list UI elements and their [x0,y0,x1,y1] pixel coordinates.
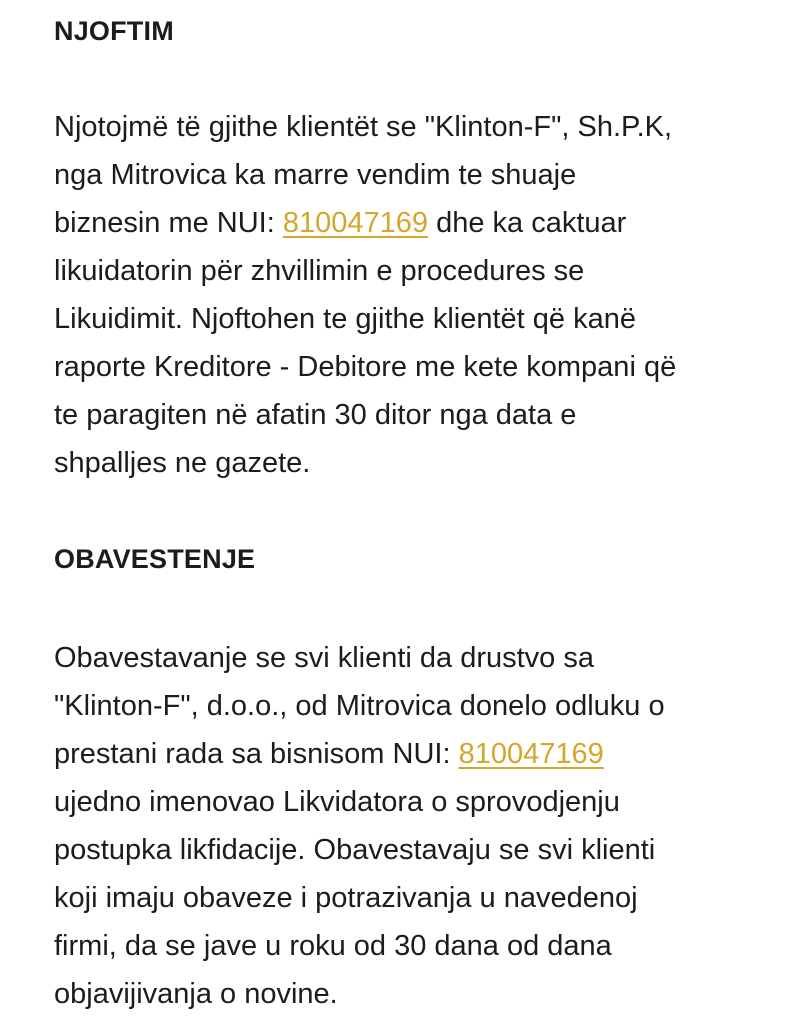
albanian-line-6: raporte Kreditore - Debitore me kete kompani që [54,351,677,383]
albanian-line-5: Likuidimit. Njoftohen te gjithe klientët që kanë [54,303,636,335]
serbian-line-2: "Klinton-F", d.o.o., od Mitrovica donelo odluku o [54,690,665,722]
serbian-nui-link[interactable]: 810047169 [458,738,604,770]
albanian-line-1: Njotojmë të gjithe klientët se "Klinton-F", Sh.P.K, [54,111,673,143]
serbian-line-8: objavijivanja o novine. [54,978,338,1010]
serbian-line-1: Obavestavanje se svi klienti da drustvo sa [54,642,594,674]
serbian-notice-heading: OBAVESTENJE [54,544,256,574]
albanian-line-3-end: dhe ka caktuar [428,207,627,239]
albanian-notice-body [54,103,774,487]
albanian-line-7: te paragiten në afatin 30 ditor nga data e [54,399,577,431]
albanian-line-3 [54,199,774,247]
serbian-notice-body [54,634,774,1018]
serbian-line-6: koji imaju obaveze i potrazivanja u navedenoj [54,882,638,914]
albanian-line-2: nga Mitrovica ka marre vendim te shuaje [54,159,577,191]
serbian-line-5: postupka likfidacije. Obavestavaju se svi klienti [54,834,656,866]
serbian-line-4: ujedno imenovao Likvidatora o sprovodjenju [54,786,620,818]
albanian-notice-heading: NJOFTIM [54,16,174,46]
serbian-line-3 [54,730,774,778]
albanian-nui-link[interactable]: 810047169 [282,207,429,239]
albanian-line-8: shpalljes ne gazete. [54,447,311,479]
albanian-line-4: likuidatorin për zhvillimin e procedures se [54,255,585,287]
serbian-line-7: firmi, da se jave u roku od 30 dana od dana [54,930,612,962]
serbian-line-3-start: prestani rada sa bisnisom NUI: [54,738,459,770]
albanian-line-3-start: biznesin me NUI: [54,207,283,239]
